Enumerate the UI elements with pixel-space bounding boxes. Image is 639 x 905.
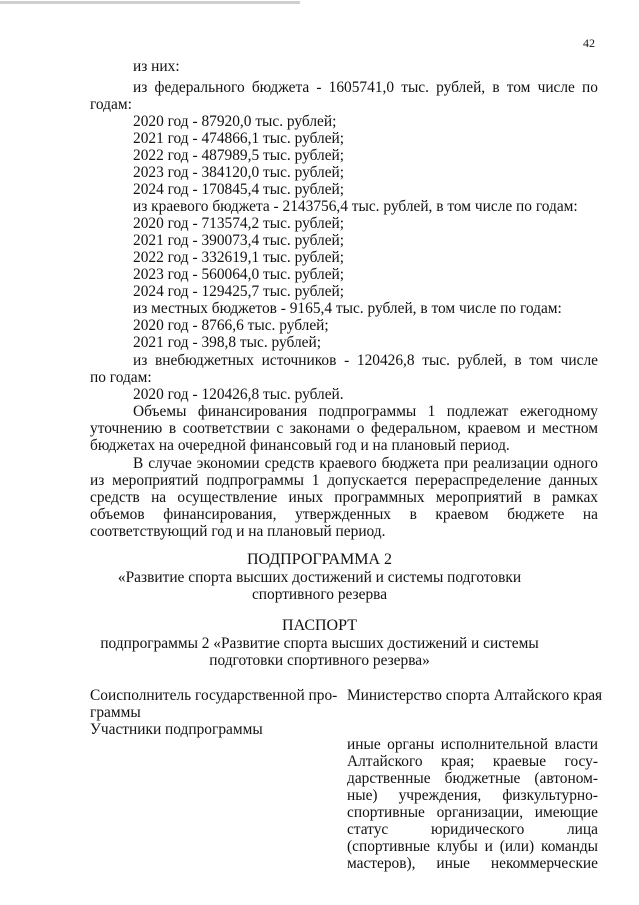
regional-year-line: 2022 год - 332619,1 тыс. рублей; — [133, 249, 345, 266]
subprogram-subtitle: спортивного резерва — [251, 586, 388, 603]
participants-value-line: мастеров), иные некоммерческие — [347, 855, 598, 872]
paragraph-line: из мероприятий подпрограммы 1 допускается перераспределение данных — [90, 472, 598, 489]
coexecutor-label: Соисполнитель государственной про- — [90, 687, 338, 704]
local-year-line: 2021 год - 398,8 тыс. рублей; — [133, 334, 321, 351]
federal-year-line: 2021 год - 474866,1 тыс. рублей; — [133, 130, 345, 147]
participants-label: Участники подпрограммы — [90, 721, 263, 738]
federal-year-line: 2022 год - 487989,5 тыс. рублей; — [133, 147, 345, 164]
passport-title: ПАСПОРТ — [282, 617, 357, 634]
extrabudget-line-cont: по годам: — [90, 369, 152, 386]
federal-year-line: 2020 год - 87920,0 тыс. рублей; — [133, 113, 337, 130]
paragraph-line: средств на осуществление иных программных мероприятий в рамках — [90, 489, 598, 506]
passport-subtitle: подпрограммы 2 «Развитие спорта высших достижений и системы — [100, 635, 539, 652]
regional-year-line: 2024 год - 129425,7 тыс. рублей; — [133, 283, 345, 300]
participants-value-line: ные) учреждения, физкультурно- — [347, 787, 598, 804]
scan-edge-line — [0, 1, 300, 4]
regional-year-line: 2020 год - 713574,2 тыс. рублей; — [133, 215, 345, 232]
extrabudget-line: из внебюджетных источников - 120426,8 тыс. рублей, в том числе — [133, 352, 598, 369]
extrabudget-year-line: 2020 год - 120426,8 тыс. рублей. — [133, 386, 344, 403]
regional-budget-line: из краевого бюджета - 2143756,4 тыс. рублей, в том числе по годам: — [133, 198, 578, 215]
participants-value-line: спортивные организации, имеющие — [347, 804, 598, 821]
paragraph-line: объемов финансирования, утвержденных в краевом бюджете на — [90, 506, 598, 523]
page-number: 42 — [583, 36, 595, 50]
subprogram-subtitle: «Развитие спорта высших достижений и системы подготовки — [117, 569, 522, 586]
regional-year-line: 2023 год - 560064,0 тыс. рублей; — [133, 266, 345, 283]
subprogram-title: ПОДПРОГРАММА 2 — [246, 551, 393, 568]
regional-year-line: 2021 год - 390073,4 тыс. рублей; — [133, 232, 345, 249]
federal-budget-line-cont: годам: — [90, 96, 132, 113]
passport-subtitle: подготовки спортивного резерва» — [209, 652, 430, 669]
participants-value-line: Алтайского края; краевые госу- — [347, 753, 598, 770]
coexecutor-value: Министерство спорта Алтайского края — [347, 687, 603, 704]
participants-value-line: иные органы исполнительной власти — [347, 736, 598, 753]
local-budget-line: из местных бюджетов - 9165,4 тыс. рублей, в том числе по годам: — [133, 300, 562, 317]
paragraph-line: бюджетах на очередной финансовый год и на плановый период. — [90, 437, 510, 454]
federal-budget-line: из федерального бюджета - 1605741,0 тыс. рублей, в том числе по — [133, 79, 598, 96]
coexecutor-label-cont: граммы — [90, 704, 141, 721]
funding-from-them: из них: — [133, 58, 180, 75]
participants-value-line: статус юридического лица — [347, 821, 598, 838]
paragraph-line: В случае экономии средств краевого бюджета при реализации одного — [133, 455, 598, 472]
participants-value-line: (спортивные клубы и (или) команды — [347, 838, 598, 855]
federal-year-line: 2024 год - 170845,4 тыс. рублей; — [133, 181, 345, 198]
participants-value-line: дарственные бюджетные (автоном- — [347, 770, 598, 787]
paragraph-line: Объемы финансирования подпрограммы 1 подлежат ежегодному — [133, 403, 598, 420]
paragraph-line: соответствующий год и на плановый период. — [90, 523, 386, 540]
local-year-line: 2020 год - 8766,6 тыс. рублей; — [133, 317, 329, 334]
federal-year-line: 2023 год - 384120,0 тыс. рублей; — [133, 164, 345, 181]
paragraph-line: уточнению в соответствии с законами о федеральном, краевом и местном — [90, 420, 598, 437]
